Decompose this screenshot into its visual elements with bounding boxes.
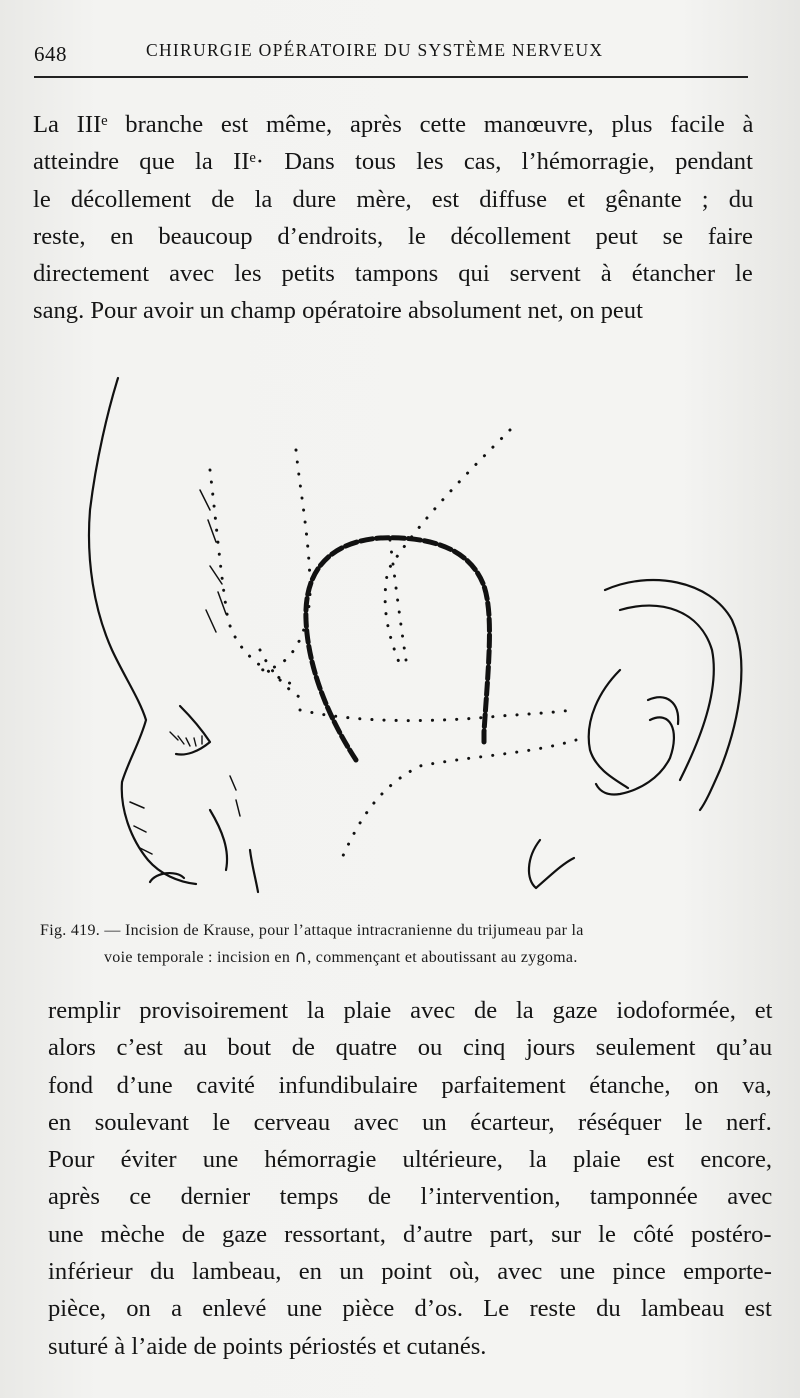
text-line: directement avec les petits tampons qui servent à étancher le (33, 260, 753, 288)
text-line: La IIIᵉ branche est même, après cette manœuvre, plus facile à (33, 111, 754, 138)
header-rule (34, 76, 748, 78)
text-line: après ce dernier temps de l’intervention, tamponnée avec (48, 1183, 773, 1211)
dotted-line-left (260, 650, 304, 700)
text-line: en soulevant le cerveau avec un écarteur, réséquer le nerf. (48, 1108, 772, 1136)
ear-lower-hook (529, 840, 574, 888)
text-line: remplir provisoirement la plaie avec de la gaze iodoformée, et (48, 997, 773, 1024)
ear-antihelix (589, 670, 628, 788)
text-line: inférieur du lambeau, en un point où, avec une pince emporte- (48, 1258, 772, 1286)
page-header (34, 30, 748, 70)
paragraph-top (33, 106, 753, 330)
text-line: sang. Pour avoir un champ opératoire absolument net, on peut (33, 297, 643, 325)
text-line: suturé à l’aide de points périostés et cutanés. (48, 1332, 487, 1360)
incision-omega (306, 538, 490, 760)
text-line: fond d’une cavité infundibulaire parfaitement étanche, on va, (48, 1071, 772, 1099)
head-profile-illustration (60, 370, 760, 910)
text-line: pièce, on a enlevé une pièce d’os. Le reste du lambeau est (48, 1295, 772, 1323)
dotted-line-temporal (260, 450, 310, 670)
text-line: une mèche de gaze ressortant, d’autre part, sur le côté postéro- (48, 1220, 772, 1248)
text-line: le décollement de la dure mère, est diffuse et gênante ; du (33, 185, 754, 213)
eye-line (176, 706, 210, 755)
eyelashes (170, 732, 202, 746)
incision-symbol: ∩ (294, 947, 308, 967)
page-number: 648 (34, 42, 67, 66)
ear-lobe (596, 717, 674, 794)
figure-caption (40, 918, 770, 971)
cheek-line (210, 810, 227, 870)
text-line: reste, en beaucoup d’endroits, le décollement peut se faire (33, 222, 753, 250)
dotted-line-forehead (210, 470, 300, 688)
dotted-line-vertical (390, 540, 406, 660)
jaw-line (250, 850, 258, 892)
running-title: CHIRURGIE OPÉRATOIRE DU SYSTÈME NERVEUX (146, 40, 604, 60)
figure-krause-incision (60, 370, 760, 910)
paragraph-bottom (48, 992, 772, 1365)
caption-line-2-start: voie temporale : incision en (104, 949, 291, 966)
text-line: atteindre que la IIᵉ· Dans tous les cas, l’hémorragie, pendant (33, 148, 753, 176)
ear-outer (605, 580, 741, 810)
dotted-line-zygoma (300, 710, 572, 721)
hair-strokes (130, 490, 240, 854)
text-line: alors c’est au bout de quatre ou cinq jours seulement qu’au (48, 1034, 773, 1062)
ear-inner (620, 606, 714, 780)
caption-line-1: Fig. 419. — Incision de Krause, pour l’attaque intracranienne du trijumeau par la (40, 922, 584, 939)
text-line: Pour éviter une hémorragie ultérieure, la plaie est encore, (48, 1146, 773, 1174)
caption-line-2 (40, 944, 770, 971)
caption-line-2-end: , commençant et aboutissant au zygoma. (307, 949, 578, 966)
